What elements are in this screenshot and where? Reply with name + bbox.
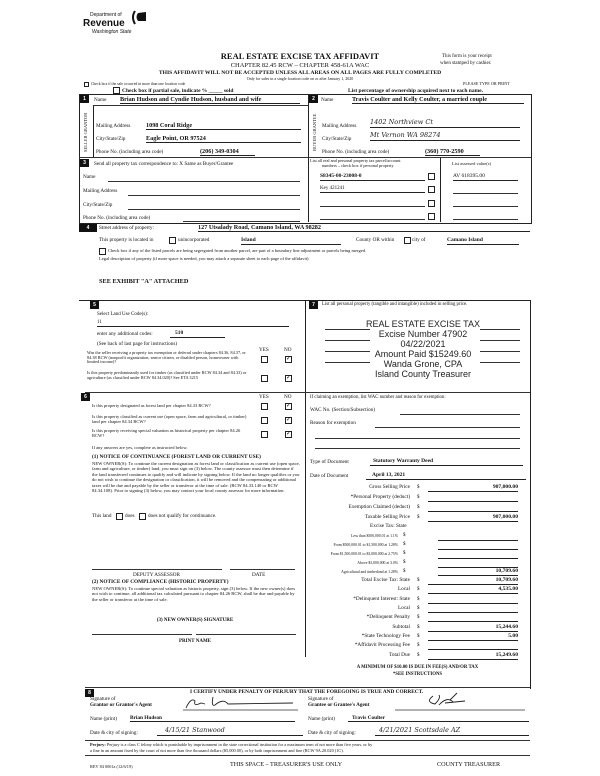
new-owner-signature-title: (3) NEW OWNER(S) SIGNATURE — [156, 618, 234, 623]
grantee-name-label: Name (print) — [308, 716, 335, 722]
corr-city-label: City/State/Zip — [83, 202, 113, 208]
logo-name: Revenue — [83, 18, 125, 29]
grantee-date-field[interactable]: 4/21/2021 Scottsdale AZ — [375, 727, 529, 736]
please-type: PLEASE TYPE OR PRINT — [463, 81, 510, 86]
tax-row-label: Gross Selling Price — [369, 484, 410, 490]
additional-codes-label: enter any additional codes: — [97, 331, 153, 337]
seller-name-label: Name — [94, 97, 107, 103]
seller-phone-field[interactable]: (206) 349-0304 — [200, 148, 255, 156]
exemption-claimed-field[interactable] — [428, 504, 518, 512]
reason-field-2[interactable] — [315, 438, 520, 439]
city-checkbox[interactable] — [404, 237, 411, 244]
grantee-name-field[interactable]: Travis Coulter — [348, 715, 529, 722]
tax-row-label: *State Technology Fee — [361, 633, 410, 639]
section-number: 5 — [90, 301, 99, 309]
logo-mark-icon — [131, 9, 147, 25]
grantor-date-label: Date & city of signing: — [90, 730, 138, 736]
grantor-name-label: Name (print) — [90, 716, 117, 722]
buyer-city-field[interactable]: Mt Vernon WA 98274 — [370, 132, 520, 141]
parcel-header: List all real and personal property tax parcel/account — [310, 158, 401, 163]
section-number: 3 — [80, 159, 89, 167]
buyer-phone-field[interactable]: (360) 770-2590 — [425, 148, 480, 156]
multi-location-label: Check box if the sale occurred in more than one location code — [91, 82, 186, 86]
parties-box — [79, 94, 532, 224]
no-header: NO — [284, 394, 292, 400]
currency: $ — [403, 551, 406, 556]
tax-row-label: Total Due — [389, 652, 410, 658]
this-land-label: This land — [92, 513, 112, 519]
see-back-note: (See back of last page for instructions) — [97, 341, 178, 347]
q1-yes-checkbox[interactable] — [261, 356, 268, 363]
section-number: 6 — [81, 393, 90, 401]
print-name-label: PRINT NAME — [179, 639, 211, 644]
bracket-field[interactable] — [438, 560, 518, 568]
divider — [305, 300, 306, 657]
bracket-field[interactable] — [438, 542, 518, 550]
current-use-question: Is this property classified as current use (open space, farm and agricultural, or timber) land per chapter 84.34 RCW? — [92, 414, 247, 424]
doc-date-label: Date of Document — [310, 473, 349, 479]
currency: $ — [417, 578, 420, 583]
section-number: 4 — [79, 224, 97, 232]
assessor-date-line[interactable] — [230, 569, 295, 570]
personal-property-field[interactable] — [428, 494, 518, 502]
grantee-sig-label: Signature of — [308, 696, 334, 702]
segregated-label: Check box if any of the listed parcels are being segregated from another parcel, are part of a boundary line adjustment or parcels being merged. — [108, 248, 367, 253]
divider — [93, 105, 94, 157]
corr-mailing-label: Mailing Address — [83, 188, 118, 194]
grantee-date-label: Date & city of signing: — [308, 730, 356, 736]
tax-row-label: Subtotal — [392, 624, 410, 630]
currency: $ — [403, 569, 406, 574]
treasurer-use-label: THIS SPACE – TREASURER'S USE ONLY — [230, 761, 343, 768]
buyer-mailing-field[interactable]: 1402 Northview Ct — [370, 119, 520, 128]
only-for-note: Only for sales in a single location code on or after January 1, 2020 — [246, 76, 354, 81]
grantor-sig-label-2: Grantor or Grantor's Agent — [90, 702, 152, 708]
yes-header: YES — [259, 394, 269, 400]
city-field[interactable]: Camano Island — [447, 237, 519, 245]
perjury-notice — [90, 743, 372, 748]
legal-label: Legal description of property (if more space is needed, you may attach a separate sheet to each page of the affidavit) — [99, 256, 309, 261]
additional-codes-field[interactable]: 510 — [170, 330, 225, 338]
stamp-line: Wanda Grone, CPA — [383, 359, 463, 369]
new-owner-signature-line-2[interactable] — [196, 634, 296, 635]
divider — [85, 740, 530, 741]
assessed-value-field[interactable] — [453, 219, 518, 220]
deputy-assessor-signature-line[interactable] — [92, 569, 222, 570]
partial-sale-checkbox[interactable] — [113, 87, 120, 94]
seller-side-label: SELLER GRANTOR — [83, 112, 88, 152]
buyer-mailing-label: Mailing Address — [322, 123, 357, 129]
partial-sale-label: Check box if partial sale, indicate % _____ sold — [122, 88, 234, 94]
parcel-number-field[interactable] — [320, 219, 425, 220]
buyer-phone-label: Phone No. (including area code) — [322, 149, 390, 155]
section-number: 2 — [309, 95, 318, 103]
grantee-sig-label-2: Grantee or Grantee's Agent — [308, 702, 370, 708]
seller-city-label: City/State/Zip — [96, 136, 126, 142]
tax-row-label: *Delinquent Penalty — [366, 614, 410, 620]
personal-property-checkbox[interactable] — [428, 173, 435, 180]
current-use-yes-checkbox[interactable] — [261, 417, 268, 424]
not-qualify-checkbox[interactable] — [139, 513, 146, 520]
exemption-label: If claiming an exemption, list WAC number and reason for exemption: — [310, 395, 446, 400]
tax-row-label: *Personal Property (deduct) — [350, 494, 410, 500]
street-address-field[interactable]: 127 Utsalady Road, Camano Island, WA 98282 — [198, 224, 530, 232]
tax-row-label: Total Excise Tax: State — [361, 577, 410, 583]
tax-row-label: *Affidavit Processing Fee — [354, 642, 410, 648]
affidavit-fee-field[interactable] — [428, 642, 518, 650]
stamp-line: Excise Number 47902 — [378, 329, 468, 339]
seller-phone-label: Phone No. (including area code) — [96, 149, 164, 155]
parcel-number-field[interactable]: Key 421241 — [320, 186, 425, 193]
corr-name-field[interactable] — [108, 181, 300, 182]
currency: $ — [417, 495, 420, 500]
chapter-line: CHAPTER 82.45 RCW – CHAPTER 458-61A WAC — [230, 62, 370, 69]
doc-date-field[interactable]: April 13, 2021 — [366, 472, 526, 480]
if-yes-note: If any answers are yes, complete as instructed below. — [92, 445, 188, 450]
bracket-field[interactable] — [438, 533, 518, 541]
tax-row-label: *Delinquent Interest: State — [353, 596, 410, 602]
bracket-label: Above $3,000,000 at 3.0% — [357, 561, 398, 565]
assessed-value-field[interactable] — [453, 193, 518, 194]
assessed-value-field[interactable] — [453, 206, 518, 207]
segregated-checkbox[interactable] — [99, 248, 106, 255]
bracket-label: Agricultural and timberland at 1.28% — [341, 570, 398, 574]
excise-tax-label: Excise Tax: State — [370, 523, 407, 529]
divider — [93, 105, 308, 106]
tax-row-label: Local — [397, 605, 410, 611]
assessed-value-field[interactable]: AV 618395.00 — [453, 173, 518, 181]
currency: $ — [417, 606, 420, 611]
currency: $ — [417, 625, 420, 630]
currency: $ — [417, 515, 420, 520]
seller-mailing-field[interactable]: 1098 Coral Ridge — [146, 122, 301, 130]
doc-type-field[interactable]: Statutory Warranty Deed — [370, 458, 523, 466]
doc-type-label: Type of Document — [310, 459, 349, 465]
perjury-text-2: a fine in an amount fixed by the court of not more than five thousand dollars ($5,000.00), or by both imprisonment and fine (RCW 9A.20.020 (1C). — [90, 748, 344, 753]
currency: $ — [403, 560, 406, 565]
buyer-side-label: BUYER GRANTEE — [312, 113, 317, 151]
bracket-field[interactable] — [438, 551, 518, 559]
seller-city-field[interactable]: Eagle Point, OR 97524 — [146, 135, 301, 143]
tax-row-label: Exemption Claimed (deduct) — [348, 504, 410, 510]
deputy-assessor-label: DEPUTY ASSESSOR — [133, 572, 180, 578]
agricultural-tax-field[interactable]: 10,709.60 — [438, 568, 518, 576]
q2-yes-checkbox[interactable] — [261, 375, 268, 382]
minimum-note: A MINIMUM OF $10.00 IS DUE IN FEE(S) AND/OR TAX — [356, 665, 479, 670]
buyer-name-field[interactable]: Travis Coulter and Kelly Coulter, a married couple — [352, 96, 524, 104]
reason-label: Reason for exemption — [310, 420, 356, 426]
buyer-name-label: Name — [321, 97, 334, 103]
q2-no-checkbox[interactable]: ✓ — [286, 375, 292, 381]
parcel-number-field[interactable] — [320, 206, 425, 207]
divider — [440, 157, 441, 222]
delinquent-penalty-field[interactable] — [428, 614, 518, 622]
section-number: 8 — [85, 689, 94, 697]
land-use-code-field[interactable]: 11 — [97, 320, 289, 327]
corr-city-field[interactable] — [128, 209, 300, 210]
currency: $ — [417, 634, 420, 639]
q1-no-checkbox[interactable]: ✓ — [286, 356, 292, 362]
currency: $ — [417, 615, 420, 620]
multi-location-checkbox[interactable] — [84, 82, 89, 87]
tax-row-label: Taxable Selling Price — [364, 514, 410, 520]
county-or-label: County OR within — [356, 237, 395, 243]
notice-continuance-title: (1) NOTICE OF CONTINUANCE (FOREST LAND OR CURRENT USE) — [92, 454, 261, 460]
certify-title: I CERTIFY UNDER PENALTY OF PERJURY THAT THE FOREGOING IS TRUE AND CORRECT. — [190, 689, 424, 695]
street-label: Street address of property: — [99, 225, 154, 231]
currency: $ — [417, 643, 420, 648]
grantor-name-field[interactable]: Brian Hudson — [130, 715, 295, 722]
page-title: REAL ESTATE EXCISE TAX AFFIDAVIT — [220, 51, 380, 61]
taxable-selling-price-field[interactable]: 907,000.00 — [428, 514, 518, 522]
currency: $ — [417, 653, 420, 658]
divider — [85, 755, 530, 756]
bracket-label: From $500,000.01 to $1,500,000 at 1.28% — [333, 543, 398, 547]
receipt-note-2: when stamped by cashier. — [440, 61, 492, 66]
current-use-no-checkbox[interactable]: ✓ — [286, 417, 292, 423]
personal-property-checkbox[interactable] — [428, 186, 435, 193]
date-label: DATE — [252, 572, 266, 578]
currency: $ — [417, 485, 420, 490]
correspondence-label: Send all property tax correspondence to: X Same as Buyer/Grantee — [94, 161, 234, 167]
does-label: does — [125, 513, 135, 519]
currency: $ — [403, 533, 406, 538]
perjury-text: Perjury is a class C felony which is punishable by imprisonment in the state correctional institution for a maximum term of not more than five years, or by — [106, 742, 373, 747]
county-field[interactable]: Island — [241, 237, 341, 245]
city-of-label: city of — [412, 237, 426, 243]
seller-mailing-label: Mailing Address — [96, 123, 131, 129]
divider — [85, 392, 305, 393]
currency: $ — [417, 597, 420, 602]
corr-phone-label: Phone No. (including area code) — [83, 215, 151, 221]
new-owner-signature-line[interactable] — [92, 634, 192, 635]
does-not-label: does not qualify for continuance. — [148, 513, 217, 519]
parcel-header-2: numbers – check box if personal property — [322, 163, 394, 168]
grantor-signature[interactable] — [183, 695, 298, 711]
grantor-date-field[interactable]: 4/15/21 Stanwood — [157, 727, 303, 736]
subtotal-field[interactable]: 15,244.60 — [428, 624, 518, 632]
see-instructions-note: *SEE INSTRUCTIONS — [392, 672, 443, 677]
historic-yes-checkbox[interactable] — [261, 431, 268, 438]
assessed-header: List assessed value(s) — [452, 161, 491, 166]
reason-field[interactable] — [375, 427, 520, 428]
unincorporated-label: unincorporated — [178, 237, 210, 243]
land-use-label: Select Land Use Code(s): — [97, 312, 149, 317]
unincorporated-checkbox[interactable] — [169, 237, 176, 244]
corr-phone-field[interactable] — [183, 221, 300, 222]
logo-dept: Department of — [90, 12, 122, 18]
qualifies-checkbox[interactable] — [116, 513, 123, 520]
section-number: 1 — [80, 95, 89, 103]
divider — [305, 392, 530, 393]
divider — [308, 94, 309, 222]
stamp-line: 04/22/2021 — [400, 339, 446, 349]
delinquent-interest-state-field[interactable] — [428, 596, 518, 604]
logo-state: Washington State — [92, 29, 132, 35]
gross-selling-price-field[interactable]: 907,000.00 — [428, 484, 518, 492]
tax-row-label: Local — [397, 586, 410, 592]
currency: $ — [403, 542, 406, 547]
divider — [79, 157, 531, 158]
historic-no-checkbox[interactable]: ✓ — [286, 431, 292, 437]
bracket-label: From $1,500,000.01 to $3,000,000 at 2.75% — [330, 552, 398, 556]
grantee-signature[interactable] — [395, 692, 525, 711]
notice-continuance-text: NEW OWNER(S): To continue the current designation as forest land or classification as current use (open space, farm and agriculture, or timber) land, you must sign on (3) below. The county assessor must then determine if the land transferred continues to qualify and will indicate by signing below. If the land no longer qualifies or you do not wish to continue the designation or classification, it will be removed and the compensating or additional taxes will be due and payable by the seller or transferor at the time of sale. (RCW 84.33.140 or RCW 84.34.108). Prior to signing (3) below, you may contact your local county assessor for more information. — [92, 461, 300, 494]
local-tax-field[interactable]: 4,535.00 — [428, 586, 518, 594]
parcel-number-field[interactable]: S8345-00-23008-0 — [320, 173, 425, 181]
wac-label: WAC No. (Section/Subsection) — [310, 407, 375, 413]
stamp-line: Island County Treasurer — [374, 369, 472, 379]
historic-question: Is this property receiving special valuation as historical property per chapter 84.26 RCW? — [92, 428, 241, 438]
form-id: REV 84 0001a (12/6/19) — [90, 764, 133, 769]
yes-header: YES — [259, 347, 269, 353]
no-header: NO — [284, 347, 292, 353]
grantor-sig-label: Signature of — [90, 696, 116, 702]
buyer-city-label: City/State/Zip — [322, 136, 352, 142]
warning-text: THIS AFFIDAVIT WILL NOT BE ACCEPTED UNLESS ALL AREAS ON ALL PAGES ARE FULLY COMPLETED — [158, 70, 442, 76]
delinquent-interest-local-field[interactable] — [428, 605, 518, 613]
corr-mailing-field[interactable] — [128, 195, 300, 196]
timber-question: Is this property predominantly used for timber (as classified under RCW 84.34 and 84.33) or agriculture (as classified under RCW 84.34.020)? See ETA 3215 — [87, 370, 247, 380]
stamp-line: REAL ESTATE EXCISE TAX — [365, 319, 481, 329]
section-number: 7 — [309, 301, 318, 309]
bracket-label: Less than $500,000.01 at 1.1% — [351, 534, 398, 538]
forest-question: Is this property designated as forest land per chapter 84.33 RCW? — [92, 403, 211, 408]
exemption-question: Was the seller receiving a property tax exemption or deferral under chapters 84.36, 84.37, or 84.38 RCW (nonprofit organization, senior citizen, or disabled person, homeowner with limited income)? — [87, 350, 246, 365]
forest-yes-checkbox[interactable] — [261, 403, 268, 410]
notice-compliance-title: (2) NOTICE OF COMPLIANCE (HISTORIC PROPERTY) — [92, 579, 229, 585]
forest-no-checkbox[interactable]: ✓ — [286, 403, 292, 409]
corr-name-label: Name — [83, 174, 96, 180]
personal-property-checkbox[interactable] — [428, 213, 435, 220]
personal-property-label: List all personal property (tangible and intangible) included in selling price. — [322, 302, 468, 307]
total-due-field[interactable]: 15,249.60 — [428, 652, 518, 660]
seller-name-field[interactable]: Brian Hudson and Cyndie Hudson, husband and wife — [120, 96, 300, 104]
stamp-line: Amount Paid $15249.60 — [374, 349, 472, 359]
currency: $ — [417, 505, 420, 510]
total-excise-state-field[interactable]: 10,709.60 — [428, 577, 518, 585]
reason-field-3[interactable] — [315, 448, 520, 449]
technology-fee-field[interactable]: 5.00 — [428, 633, 518, 641]
located-label: This property is located in — [99, 237, 154, 243]
divider — [85, 687, 530, 688]
legal-description: SEE EXHIBIT "A" ATTACHED — [99, 278, 189, 285]
receipt-note: This form is your receipt — [442, 54, 492, 59]
county-treasurer-label: COUNTY TREASURER — [437, 761, 501, 768]
notice-compliance-text: NEW OWNER(S): To continue special valuation as historic property, sign (3) below. If the new owner(s) does not wish to continue, all additional tax calculated pursuant to chapter 84.26 RCW, shall be due and payable by the seller or transferor at the time of sale. — [92, 586, 296, 602]
currency: $ — [417, 587, 420, 592]
ownership-note: List percentage of ownership acquired next to each name. — [348, 88, 483, 94]
personal-property-checkbox[interactable] — [428, 200, 435, 207]
wac-field[interactable] — [400, 414, 520, 415]
perjury-label: Perjury: — [90, 742, 106, 747]
